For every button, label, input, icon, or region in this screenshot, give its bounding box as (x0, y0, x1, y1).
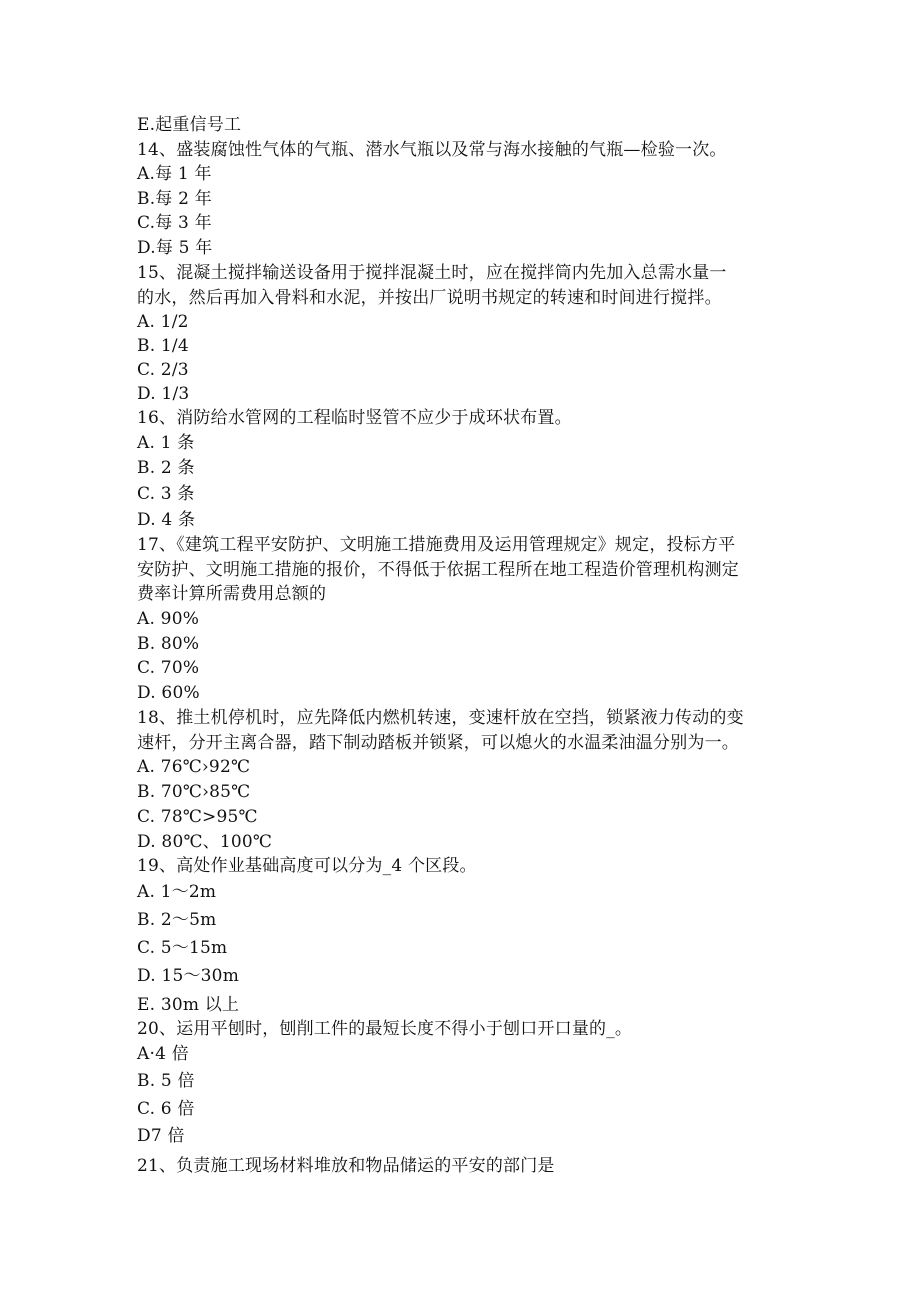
option-line: B. 1/4 (137, 336, 189, 356)
option-line: A. 76℃›92℃ (137, 757, 251, 777)
option-line: C. 6 倍 (137, 1099, 195, 1119)
question-17-cont: 安防护、文明施工措施的报价，不得低于依据工程所在地工程造价管理机构测定 (137, 560, 739, 580)
question-15-cont: 的水，然后再加入骨料和水泥，并按出厂说明书规定的转速和时间进行搅拌。 (137, 288, 722, 308)
option-line: D. 1/3 (137, 384, 190, 404)
option-line: B. 2～5m (137, 910, 217, 930)
question-17-cont: 费率计算所需费用总额的 (137, 584, 327, 604)
option-line: A. 1～2m (137, 882, 217, 902)
option-line: B. 5 倍 (137, 1071, 195, 1091)
option-line: E. 30m 以上 (137, 995, 240, 1015)
option-line: D. 4 条 (137, 510, 196, 530)
option-line: C.每 3 年 (137, 213, 212, 233)
question-15: 15、混凝土搅拌输送设备用于搅拌混凝土时，应在搅拌筒内先加入总需水量一 (137, 263, 727, 283)
option-line: C. 70% (137, 658, 200, 678)
option-line: A. 1/2 (137, 312, 189, 332)
question-20: 20、运用平刨时，刨削工件的最短长度不得小于刨口开口量的_。 (137, 1019, 633, 1039)
question-16: 16、消防给水管网的工程临时竖管不应少于成环状布置。 (137, 408, 572, 428)
option-line: A. 1 条 (137, 433, 195, 453)
option-line: D7 倍 (137, 1126, 185, 1146)
option-line: C. 3 条 (137, 484, 195, 504)
text-line: E.起重信号工 (137, 115, 242, 135)
option-line: B. 2 条 (137, 458, 195, 478)
question-18-cont: 速杆，分开主离合器，踏下制动踏板并锁紧，可以熄火的水温柔油温分别为一。 (137, 733, 739, 753)
option-line: A. 90% (137, 609, 200, 629)
option-line: D. 60% (137, 683, 200, 703)
option-line: C. 78℃>95℃ (137, 807, 258, 827)
option-line: D. 80℃、100℃ (137, 832, 273, 852)
option-line: A·4 倍 (137, 1044, 189, 1064)
question-19: 19、高处作业基础高度可以分为_4 个区段。 (137, 856, 477, 876)
option-line: D. 15～30m (137, 966, 240, 986)
option-line: A.每 1 年 (137, 164, 212, 184)
question-17: 17、《建筑工程平安防护、文明施工措施费用及运用管理规定》规定，投标方平 (137, 535, 736, 555)
option-line: B. 70℃›85℃ (137, 782, 251, 802)
option-line: C. 2/3 (137, 360, 189, 380)
option-line: B.每 2 年 (137, 189, 212, 209)
question-14: 14、盛装腐蚀性气体的气瓶、潜水气瓶以及常与海水接触的气瓶—检验一次。 (137, 140, 727, 160)
option-line: D.每 5 年 (137, 238, 213, 258)
question-21: 21、负责施工现场材料堆放和物品储运的平安的部门是 (137, 1156, 555, 1176)
question-18: 18、推土机停机时，应先降低内燃机转速，变速杆放在空挡，锁紧液力传动的变 (137, 708, 744, 728)
option-line: C. 5～15m (137, 938, 228, 958)
option-line: B. 80% (137, 634, 200, 654)
